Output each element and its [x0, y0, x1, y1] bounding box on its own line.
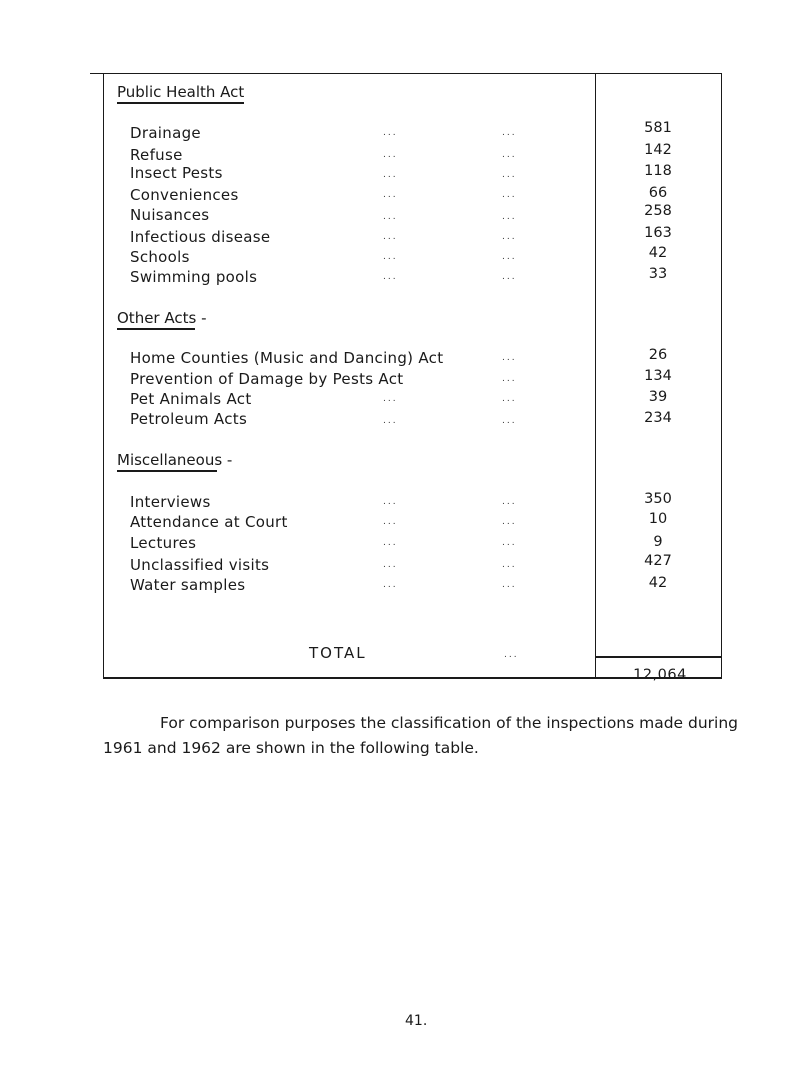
leader-dots: ...	[383, 517, 398, 527]
leader-dots: ...	[383, 170, 398, 180]
row-value: 350	[644, 491, 672, 507]
leader-dots: ...	[502, 128, 517, 138]
row-value: 581	[644, 120, 672, 136]
leader-dots: ...	[383, 394, 398, 404]
row-value: 163	[644, 225, 672, 241]
leader-dots: ...	[383, 497, 398, 507]
row-label: Attendance at Court	[130, 513, 288, 531]
leader-dots: ...	[502, 497, 517, 507]
comparison-paragraph-line-2: 1961 and 1962 are shown in the following table.	[103, 739, 479, 757]
row-value: 234	[644, 410, 672, 426]
row-value: 258	[644, 203, 672, 219]
leader-dots: ...	[383, 416, 398, 426]
leader-dots: ...	[502, 394, 517, 404]
leader-dots: ...	[502, 374, 517, 384]
leader-dots: ...	[502, 538, 517, 548]
heading-underline	[117, 102, 244, 104]
leader-dots: ...	[383, 128, 398, 138]
row-label: Drainage	[130, 124, 201, 142]
row-value: 10	[648, 511, 668, 527]
section-heading-public-health: Public Health Act	[117, 83, 244, 104]
table-left-border	[103, 73, 104, 678]
row-value: 118	[644, 163, 672, 179]
row-label: Nuisances	[130, 206, 210, 224]
row-label: Conveniences	[130, 186, 239, 204]
total-label: TOTAL	[309, 644, 367, 662]
row-label: Home Counties (Music and Dancing) Act	[130, 349, 444, 367]
leader-dots: ...	[383, 560, 398, 570]
row-label: Swimming pools	[130, 268, 258, 286]
leader-dots: ...	[383, 150, 398, 160]
total-rule	[596, 656, 722, 658]
leader-dots: ...	[383, 190, 398, 200]
row-label: Petroleum Acts	[130, 410, 248, 428]
leader-dots: ...	[502, 190, 517, 200]
leader-dots: ...	[502, 150, 517, 160]
leader-dots: ...	[502, 212, 517, 222]
row-label: Infectious disease	[130, 228, 271, 246]
leader-dots: ...	[383, 538, 398, 548]
leader-dots: ...	[502, 416, 517, 426]
comparison-paragraph-line-1: For comparison purposes the classification of the inspections made during	[160, 714, 739, 732]
row-label: Refuse	[130, 146, 183, 164]
section-heading-miscellaneous: Miscellaneous -	[117, 451, 232, 472]
leader-dots: ...	[502, 252, 517, 262]
row-label: Interviews	[130, 493, 211, 511]
row-value: 42	[648, 575, 668, 591]
heading-underline	[117, 328, 195, 330]
leader-dots: ...	[502, 560, 517, 570]
row-label: Lectures	[130, 534, 197, 552]
leader-dots: ...	[502, 517, 517, 527]
row-label: Schools	[130, 248, 190, 266]
leader-dots: ...	[383, 252, 398, 262]
row-value: 142	[644, 142, 672, 158]
leader-dots: ...	[502, 170, 517, 180]
leader-dots: ...	[383, 232, 398, 242]
table-right-border	[721, 73, 722, 677]
row-value: 9	[653, 534, 663, 550]
leader-dots: ...	[383, 580, 398, 590]
leader-dots: ...	[502, 232, 517, 242]
row-value: 33	[648, 266, 668, 282]
row-value: 134	[644, 368, 672, 384]
page-number: 41.	[405, 1013, 428, 1029]
row-label: Pet Animals Act	[130, 390, 252, 408]
leader-dots: ...	[502, 272, 517, 282]
section-heading-other-acts: Other Acts -	[117, 309, 206, 330]
table-top-border	[90, 73, 722, 74]
row-value: 66	[648, 185, 668, 201]
row-label: Prevention of Damage by Pests Act	[130, 370, 404, 388]
row-value: 427	[644, 553, 672, 569]
row-label: Water samples	[130, 576, 246, 594]
row-value: 39	[648, 389, 668, 405]
total-value: 12,064	[633, 667, 687, 683]
leader-dots: ...	[502, 353, 517, 363]
leader-dots: ...	[502, 580, 517, 590]
row-label: Unclassified visits	[130, 556, 270, 574]
row-label: Insect Pests	[130, 164, 223, 182]
heading-underline	[117, 470, 217, 472]
leader-dots: ...	[504, 650, 519, 660]
row-value: 26	[648, 347, 668, 363]
table-column-divider	[595, 73, 596, 679]
leader-dots: ...	[383, 212, 398, 222]
row-value: 42	[648, 245, 668, 261]
leader-dots: ...	[383, 272, 398, 282]
